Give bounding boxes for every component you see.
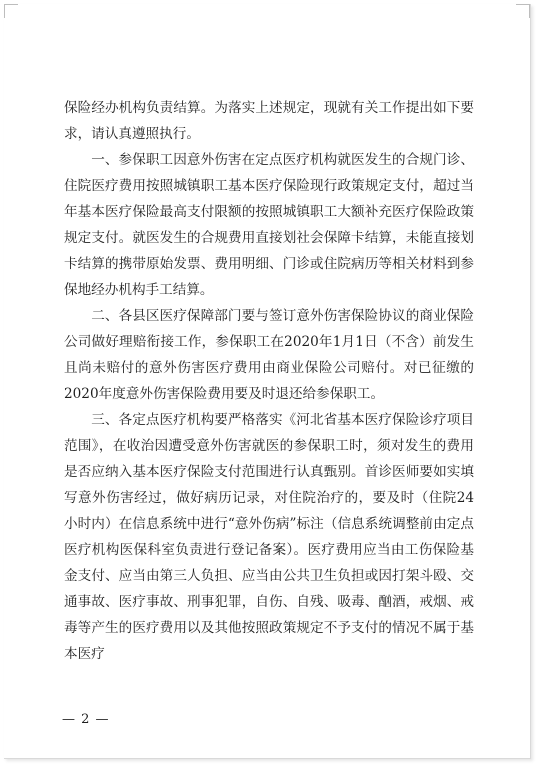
page-number: — 2 — bbox=[62, 712, 110, 727]
paragraph-item-1: 一、参保职工因意外伤害在定点医疗机构就医发生的合规门诊、住院医疗费用按照城镇职工基本医疗保险现行政策规定支付，超过当年基本医疗保险最高支付限额的按照城镇职工大额补充医疗保险政策规定支付。就医发生的合规费用直接划社会保障卡结算，未能直接划卡结算的携带原始发票、费用明细、门诊或住院病历等相关材料到参保地经办机构手工结算。 bbox=[64, 152, 474, 298]
paragraph-item-3: 三、各定点医疗机构要严格落实《河北省基本医疗保险诊疗项目范围》，在收治因遭受意外伤害就医的参保职工时，须对发生的费用是否应纳入基本医疗保险支付范围进行认真甄别。首诊医师要如实填写意外伤害经过，做好病历记录，对住院治疗的，要及时（住院24小时内）在信息系统中进行“意外伤病”标注（信息系统调整前由定点医疗机构医保科室负责进行登记备案）。医疗费用应当由工伤保险基金支付、应当由第三人负担、应当由公共卫生负担或因打架斗殴、交通事故、医疗事故、刑事犯罪，自伤、自残、吸毒、酗酒，戒烟、戒毒等产生的医疗费用以及其他按照政策规定不予支付的情况不属于基本医疗 bbox=[64, 412, 474, 662]
document-body bbox=[64, 95, 474, 667]
paragraph-item-2: 二、各县区医疗保障部门要与签订意外伤害保险协议的商业保险公司做好理赔衔接工作，参保职工在2020年1月1日（不含）前发生且尚未赔付的意外伤害医疗费用由商业保险公司赔付。对已征缴的2020年度意外伤害保险费用要及时退还给参保职工。 bbox=[64, 308, 474, 402]
corner-crop-mark-right-icon bbox=[508, 4, 530, 26]
corner-crop-mark-left-icon bbox=[4, 4, 26, 26]
paragraph-continuation: 保险经办机构负责结算。为落实上述规定，现就有关工作提出如下要求，请认真遵照执行。 bbox=[64, 100, 474, 142]
